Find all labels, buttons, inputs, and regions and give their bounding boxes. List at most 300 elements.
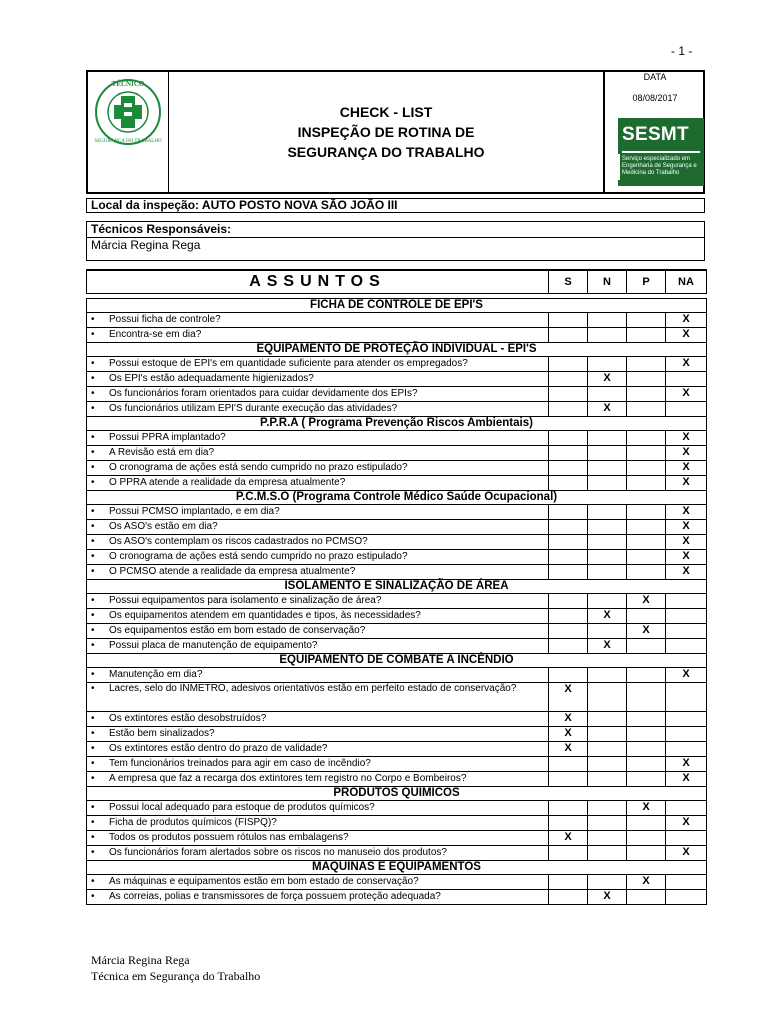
check-mark: X: [682, 520, 690, 532]
column-na-header: NA: [666, 270, 707, 294]
bullet-icon: •: [91, 891, 95, 902]
checklist-question: [87, 712, 549, 727]
question-text: Os extintores estão dentro do prazo de validade?: [109, 743, 328, 754]
answer-cell-n[interactable]: [588, 372, 627, 387]
checklist-question: [87, 772, 549, 787]
answer-cell-p[interactable]: [627, 683, 666, 712]
answer-cell-p[interactable]: [627, 609, 666, 624]
answer-cell-n[interactable]: [588, 668, 627, 683]
answer-cell-s[interactable]: [549, 609, 588, 624]
checklist-item-row: [87, 550, 707, 565]
bullet-icon: •: [91, 773, 95, 784]
checklist-item-row: [87, 624, 707, 639]
question-text: Possui local adequado para estoque de produtos químicos?: [109, 802, 375, 813]
section-title: EQUIPAMENTO DE COMBATE A INCÊNDIO: [87, 654, 707, 668]
bullet-icon: •: [91, 802, 95, 813]
answer-cell-na[interactable]: [666, 402, 707, 417]
answer-cell-s[interactable]: [549, 831, 588, 846]
signature-role: Técnica em Segurança do Trabalho: [91, 969, 261, 983]
bullet-icon: •: [91, 373, 95, 384]
answer-cell-na[interactable]: [666, 313, 707, 328]
signature-block: [91, 952, 260, 984]
question-text: Os funcionários foram alertados sobre os riscos no manuseio dos produtos?: [109, 847, 447, 858]
bullet-icon: •: [91, 403, 95, 414]
question-text: Os EPI's estão adequadamente higienizados?: [109, 373, 314, 384]
answer-cell-s[interactable]: [549, 683, 588, 712]
answer-cell-s[interactable]: [549, 535, 588, 550]
check-mark: X: [603, 639, 611, 651]
answer-cell-s[interactable]: [549, 846, 588, 861]
checklist-question: [87, 609, 549, 624]
checklist-question: [87, 446, 549, 461]
answer-cell-n[interactable]: [588, 831, 627, 846]
checklist-question: [87, 372, 549, 387]
answer-cell-s[interactable]: [549, 742, 588, 757]
question-text: Os ASO's estão em dia?: [109, 521, 218, 532]
assuntos-header: ASSUNTOS: [87, 270, 549, 294]
check-mark: X: [682, 328, 690, 340]
question-text: Possui PPRA implantado?: [109, 432, 226, 443]
checklist-item-row: [87, 431, 707, 446]
answer-cell-na[interactable]: [666, 535, 707, 550]
answer-cell-p[interactable]: [627, 816, 666, 831]
question-text: Encontra-se em dia?: [109, 329, 202, 340]
bullet-icon: •: [91, 758, 95, 769]
answer-cell-s[interactable]: [549, 313, 588, 328]
check-mark: X: [603, 890, 611, 902]
checklist-item-row: [87, 535, 707, 550]
bullet-icon: •: [91, 669, 95, 680]
question-text: Os equipamentos atendem em quantidades e tipos, às necessidades?: [109, 610, 421, 621]
question-text: Todos os produtos possuem rótulos nas embalagens?: [109, 832, 349, 843]
answer-cell-s[interactable]: [549, 550, 588, 565]
answer-cell-s[interactable]: [549, 328, 588, 343]
answer-cell-na[interactable]: [666, 476, 707, 491]
bullet-icon: •: [91, 314, 95, 325]
checklist-question: [87, 668, 549, 683]
check-mark: X: [682, 313, 690, 325]
bullet-icon: •: [91, 625, 95, 636]
answer-cell-na[interactable]: [666, 816, 707, 831]
column-p-header: P: [627, 270, 666, 294]
date-block: [603, 72, 705, 192]
answer-cell-n[interactable]: [588, 476, 627, 491]
answer-cell-na[interactable]: [666, 609, 707, 624]
checklist-item-row: [87, 683, 707, 712]
bullet-icon: •: [91, 388, 95, 399]
checklist-item-row: [87, 313, 707, 328]
answer-cell-n[interactable]: [588, 431, 627, 446]
answer-cell-n[interactable]: [588, 712, 627, 727]
checklist-question: [87, 461, 549, 476]
checklist-question: [87, 624, 549, 639]
answer-cell-p[interactable]: [627, 712, 666, 727]
checklist-item-row: [87, 668, 707, 683]
sesmt-logo-word: SESMT: [622, 124, 689, 145]
bullet-icon: •: [91, 329, 95, 340]
answer-cell-s[interactable]: [549, 875, 588, 890]
answer-cell-n[interactable]: [588, 565, 627, 580]
sesmt-logo: [618, 118, 704, 186]
sesmt-logo-subtitle: Serviço especializado em Engenharia de Segurança e Medicina do Trabalho: [622, 156, 697, 176]
checklist-item-row: [87, 476, 707, 491]
answer-cell-n[interactable]: [588, 624, 627, 639]
check-mark: X: [564, 712, 572, 724]
checklist-item-row: [87, 875, 707, 890]
checklist-item-row: [87, 357, 707, 372]
checklist-question: [87, 757, 549, 772]
answer-cell-p[interactable]: [627, 668, 666, 683]
technician-name: Márcia Regina Rega: [91, 238, 201, 252]
answer-cell-n[interactable]: [588, 772, 627, 787]
checklist-question: [87, 801, 549, 816]
column-s-header: S: [549, 270, 588, 294]
checklist-question: [87, 431, 549, 446]
sesmt-divider: [622, 151, 700, 153]
answer-cell-na[interactable]: [666, 712, 707, 727]
check-mark: X: [564, 727, 572, 739]
answer-cell-na[interactable]: [666, 668, 707, 683]
answer-cell-p[interactable]: [627, 402, 666, 417]
bullet-icon: •: [91, 610, 95, 621]
answer-cell-na[interactable]: [666, 520, 707, 535]
answer-cell-s[interactable]: [549, 520, 588, 535]
check-mark: X: [682, 816, 690, 828]
bullet-icon: •: [91, 683, 95, 694]
answer-cell-n[interactable]: [588, 742, 627, 757]
checklist-question: [87, 594, 549, 609]
question-text: O PCMSO atende a realidade da empresa atualmente?: [109, 566, 356, 577]
answer-cell-s[interactable]: [549, 890, 588, 905]
answer-cell-s[interactable]: [549, 594, 588, 609]
question-text: Possui equipamentos para isolamento e sinalização de área?: [109, 595, 382, 606]
checklist-question: [87, 550, 549, 565]
answer-cell-n[interactable]: [588, 535, 627, 550]
checklist-question: [87, 890, 549, 905]
page-number: - 1 -: [671, 44, 693, 58]
question-text: O cronograma de ações está sendo cumprido no prazo estipulado?: [109, 551, 408, 562]
checklist-item-row: [87, 890, 707, 905]
answer-cell-p[interactable]: [627, 461, 666, 476]
checklist-item-row: [87, 565, 707, 580]
section-header-row: [87, 861, 707, 875]
bullet-icon: •: [91, 432, 95, 443]
question-text: Tem funcionários treinados para agir em caso de incêndio?: [109, 758, 371, 769]
check-mark: X: [682, 431, 690, 443]
answer-cell-na[interactable]: [666, 550, 707, 565]
answer-cell-s[interactable]: [549, 476, 588, 491]
answer-cell-p[interactable]: [627, 772, 666, 787]
bullet-icon: •: [91, 817, 95, 828]
answer-cell-p[interactable]: [627, 372, 666, 387]
answer-cell-n[interactable]: [588, 387, 627, 402]
answer-cell-s[interactable]: [549, 624, 588, 639]
answer-cell-n[interactable]: [588, 846, 627, 861]
answer-cell-na[interactable]: [666, 328, 707, 343]
title-line-3: SEGURANÇA DO TRABALHO: [287, 144, 485, 160]
answer-cell-p[interactable]: [627, 624, 666, 639]
answer-cell-p[interactable]: [627, 505, 666, 520]
answer-cell-n[interactable]: [588, 609, 627, 624]
answer-cell-p[interactable]: [627, 757, 666, 772]
answer-cell-s[interactable]: [549, 431, 588, 446]
answer-cell-n[interactable]: [588, 594, 627, 609]
check-mark: X: [682, 846, 690, 858]
question-text: O cronograma de ações está sendo cumprido no prazo estipulado?: [109, 462, 408, 473]
checklist-question: [87, 402, 549, 417]
checklist-item-row: [87, 712, 707, 727]
answer-cell-p[interactable]: [627, 476, 666, 491]
answer-cell-n[interactable]: [588, 446, 627, 461]
bullet-icon: •: [91, 447, 95, 458]
section-title: P.C.M.S.O (Programa Controle Médico Saúde Ocupacional): [87, 491, 707, 505]
document-header: [86, 70, 705, 194]
answer-cell-na[interactable]: [666, 831, 707, 846]
question-text: Possui PCMSO implantado, e em dia?: [109, 506, 280, 517]
bullet-icon: •: [91, 521, 95, 532]
answer-cell-p[interactable]: [627, 535, 666, 550]
answer-cell-na[interactable]: [666, 727, 707, 742]
answer-cell-p[interactable]: [627, 313, 666, 328]
responsible-technicians: [86, 221, 705, 261]
answer-cell-na[interactable]: [666, 772, 707, 787]
answer-cell-na[interactable]: [666, 639, 707, 654]
answer-cell-s[interactable]: [549, 801, 588, 816]
checklist-item-row: [87, 831, 707, 846]
checklist-question: [87, 387, 549, 402]
section-title: FICHA DE CONTROLE DE EPI'S: [87, 299, 707, 313]
date-value: 08/08/2017: [632, 93, 678, 103]
check-mark: X: [642, 594, 650, 606]
section-header-row: [87, 343, 707, 357]
answer-cell-s[interactable]: [549, 372, 588, 387]
check-mark: X: [642, 875, 650, 887]
answer-cell-na[interactable]: [666, 624, 707, 639]
checklist-item-row: [87, 772, 707, 787]
bullet-icon: •: [91, 832, 95, 843]
answer-cell-p[interactable]: [627, 550, 666, 565]
answer-cell-s[interactable]: [549, 668, 588, 683]
check-mark: X: [682, 565, 690, 577]
checklist-question: [87, 520, 549, 535]
answer-cell-p[interactable]: [627, 431, 666, 446]
section-header-row: [87, 787, 707, 801]
answer-cell-na[interactable]: [666, 846, 707, 861]
answer-cell-p[interactable]: [627, 890, 666, 905]
question-text: As máquinas e equipamentos estão em bom estado de conservação?: [109, 876, 419, 887]
bullet-icon: •: [91, 358, 95, 369]
checklist-question: [87, 831, 549, 846]
checklist-item-row: [87, 846, 707, 861]
answer-cell-na[interactable]: [666, 431, 707, 446]
question-text: Possui estoque de EPI's em quantidade suficiente para atender os empregados?: [109, 358, 468, 369]
section-header-row: [87, 491, 707, 505]
section-title: ISOLAMENTO E SINALIZAÇÃO DE ÁREA: [87, 580, 707, 594]
answer-cell-n[interactable]: [588, 727, 627, 742]
answer-cell-n[interactable]: [588, 816, 627, 831]
question-text: Os ASO's contemplam os riscos cadastrados no PCMSO?: [109, 536, 368, 547]
check-mark: X: [603, 609, 611, 621]
date-label: DATA: [643, 72, 667, 82]
checklist-question: [87, 535, 549, 550]
check-mark: X: [682, 461, 690, 473]
answer-cell-p[interactable]: [627, 801, 666, 816]
answer-cell-p[interactable]: [627, 846, 666, 861]
answer-cell-p[interactable]: [627, 742, 666, 757]
section-header-row: [87, 580, 707, 594]
answer-cell-n[interactable]: [588, 683, 627, 712]
answer-cell-na[interactable]: [666, 757, 707, 772]
checklist-item-row: [87, 520, 707, 535]
check-mark: X: [603, 372, 611, 384]
answer-cell-p[interactable]: [627, 446, 666, 461]
answer-cell-na[interactable]: [666, 890, 707, 905]
bullet-icon: •: [91, 462, 95, 473]
section-title: MAQUINAS E EQUIPAMENTOS: [87, 861, 707, 875]
answer-cell-s[interactable]: [549, 387, 588, 402]
answer-cell-na[interactable]: [666, 446, 707, 461]
answer-cell-n[interactable]: [588, 550, 627, 565]
check-mark: X: [642, 801, 650, 813]
answer-cell-s[interactable]: [549, 772, 588, 787]
bullet-icon: •: [91, 536, 95, 547]
section-header-row: [87, 299, 707, 313]
bullet-icon: •: [91, 595, 95, 606]
answer-cell-na[interactable]: [666, 387, 707, 402]
checklist-header-row: [87, 270, 707, 294]
checklist-item-row: [87, 801, 707, 816]
answer-cell-s[interactable]: [549, 446, 588, 461]
answer-cell-p[interactable]: [627, 594, 666, 609]
checklist-item-row: [87, 594, 707, 609]
answer-cell-n[interactable]: [588, 328, 627, 343]
answer-cell-na[interactable]: [666, 357, 707, 372]
answer-cell-na[interactable]: [666, 683, 707, 712]
check-mark: X: [682, 757, 690, 769]
answer-cell-n[interactable]: [588, 639, 627, 654]
bullet-icon: •: [91, 728, 95, 739]
answer-cell-p[interactable]: [627, 357, 666, 372]
question-text: Possui ficha de controle?: [109, 314, 221, 325]
answer-cell-s[interactable]: [549, 712, 588, 727]
answer-cell-p[interactable]: [627, 639, 666, 654]
answer-cell-s[interactable]: [549, 505, 588, 520]
answer-cell-n[interactable]: [588, 801, 627, 816]
answer-cell-na[interactable]: [666, 565, 707, 580]
answer-cell-n[interactable]: [588, 313, 627, 328]
checklist-item-row: [87, 372, 707, 387]
answer-cell-p[interactable]: [627, 520, 666, 535]
answer-cell-s[interactable]: [549, 757, 588, 772]
checklist-question: [87, 357, 549, 372]
checklist-question: [87, 565, 549, 580]
answer-cell-na[interactable]: [666, 594, 707, 609]
bullet-icon: •: [91, 847, 95, 858]
technicians-label: Técnicos Responsáveis:: [87, 222, 704, 238]
answer-cell-p[interactable]: [627, 565, 666, 580]
document-title: [169, 72, 603, 192]
section-title: PRODUTOS QUIMICOS: [87, 787, 707, 801]
answer-cell-s[interactable]: [549, 727, 588, 742]
answer-cell-p[interactable]: [627, 328, 666, 343]
answer-cell-s[interactable]: [549, 816, 588, 831]
bullet-icon: •: [91, 477, 95, 488]
question-text: A empresa que faz a recarga dos extintores tem registro no Corpo e Bombeiros?: [109, 773, 467, 784]
bullet-icon: •: [91, 743, 95, 754]
checklist-question: [87, 742, 549, 757]
checklist-item-row: [87, 757, 707, 772]
answer-cell-p[interactable]: [627, 875, 666, 890]
checklist-item-row: [87, 609, 707, 624]
answer-cell-s[interactable]: [549, 461, 588, 476]
bullet-icon: •: [91, 566, 95, 577]
answer-cell-na[interactable]: [666, 372, 707, 387]
answer-cell-na[interactable]: [666, 461, 707, 476]
answer-cell-p[interactable]: [627, 727, 666, 742]
check-mark: X: [682, 505, 690, 517]
answer-cell-p[interactable]: [627, 831, 666, 846]
answer-cell-p[interactable]: [627, 387, 666, 402]
question-text: As correias, polias e transmissores de força possuem proteção adequada?: [109, 891, 441, 902]
checklist-question: [87, 639, 549, 654]
answer-cell-s[interactable]: [549, 402, 588, 417]
answer-cell-n[interactable]: [588, 890, 627, 905]
answer-cell-n[interactable]: [588, 875, 627, 890]
checklist-item-row: [87, 742, 707, 757]
column-n-header: N: [588, 270, 627, 294]
signature-name: Márcia Regina Rega: [91, 953, 190, 967]
answer-cell-s[interactable]: [549, 565, 588, 580]
answer-cell-s[interactable]: [549, 357, 588, 372]
svg-text:TÉCNICO: TÉCNICO: [111, 80, 145, 88]
bullet-icon: •: [91, 551, 95, 562]
question-text: Os funcionários foram orientados para cuidar devidamente dos EPIs?: [109, 388, 418, 399]
question-text: A Revisão está em dia?: [109, 447, 215, 458]
checklist-item-row: [87, 446, 707, 461]
answer-cell-n[interactable]: [588, 357, 627, 372]
answer-cell-na[interactable]: [666, 742, 707, 757]
answer-cell-na[interactable]: [666, 801, 707, 816]
answer-cell-n[interactable]: [588, 461, 627, 476]
checklist-question: [87, 328, 549, 343]
bullet-icon: •: [91, 506, 95, 517]
check-mark: X: [682, 535, 690, 547]
answer-cell-s[interactable]: [549, 639, 588, 654]
checklist-item-row: [87, 505, 707, 520]
check-mark: X: [682, 668, 690, 680]
check-mark: X: [603, 402, 611, 414]
answer-cell-na[interactable]: [666, 875, 707, 890]
bullet-icon: •: [91, 713, 95, 724]
checklist-question: [87, 846, 549, 861]
question-text: Os extintores estão desobstruídos?: [109, 713, 267, 724]
section-title: P.P.R.A ( Programa Prevenção Riscos Ambientais): [87, 417, 707, 431]
question-text: O PPRA atende a realidade da empresa atualmente?: [109, 477, 346, 488]
tecnico-seguranca-logo-icon: [88, 72, 168, 192]
checklist-item-row: [87, 328, 707, 343]
check-mark: X: [682, 387, 690, 399]
answer-cell-n[interactable]: [588, 520, 627, 535]
answer-cell-n[interactable]: [588, 505, 627, 520]
answer-cell-na[interactable]: [666, 505, 707, 520]
answer-cell-n[interactable]: [588, 757, 627, 772]
check-mark: X: [564, 683, 572, 695]
check-mark: X: [682, 446, 690, 458]
checklist-question: [87, 505, 549, 520]
title-line-1: CHECK - LIST: [339, 104, 433, 120]
answer-cell-n[interactable]: [588, 402, 627, 417]
check-mark: X: [682, 476, 690, 488]
